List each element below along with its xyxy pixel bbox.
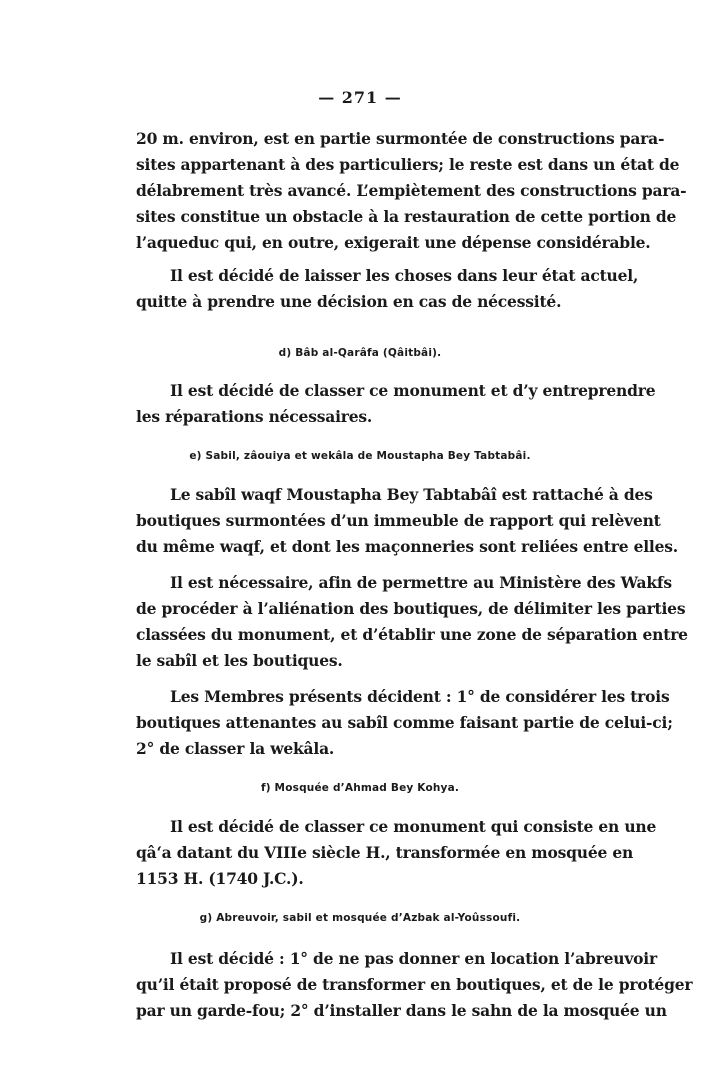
paragraph-line: quitte à prendre une décision en cas de nécessité. [136,292,562,311]
paragraph-line: 2° de classer la wekâla. [136,739,335,758]
paragraph-line: sites constitue un obstacle à la restauration de cette portion de [136,207,677,226]
paragraph-line: les réparations nécessaires. [136,407,373,426]
paragraph-line: Les Membres présents décident : 1° de considérer les trois [170,687,670,706]
paragraph-line: classées du monument, et d’établir une zone de séparation entre [136,625,688,644]
paragraph-line: le sabîl et les boutiques. [136,651,343,670]
paragraph-line: du même waqf, et dont les maçonneries sont reliées entre elles. [136,537,678,556]
paragraph-line: qu’il était proposé de transformer en boutiques, et de le protéger [136,975,693,994]
section-heading: d) Bâb al-Qarâfa (Qâitbâi). [278,347,442,359]
paragraph-line: Il est décidé : 1° de ne pas donner en location l’abreuvoir [170,949,657,968]
paragraph-line: 20 m. environ, est en partie surmontée de constructions para- [136,129,665,148]
paragraph-line: qâ‘a datant du VIIIe siècle H., transformée en mosquée en [136,843,634,862]
paragraph-line: Il est décidé de classer ce monument qui consiste en une [170,817,657,836]
section-heading: e) Sabil, zâouiya et wekâla de Moustapha Bey Tabtabâi. [189,450,531,462]
paragraph-line: l’aqueduc qui, en outre, exigerait une dépense considérable. [136,233,651,252]
paragraph-line: délabrement très avancé. L’empiètement des constructions para- [136,181,687,200]
paragraph-line: Il est décidé de laisser les choses dans leur état actuel, [170,266,639,285]
section-heading: f) Mosquée d’Ahmad Bey Kohya. [260,782,460,794]
paragraph-line: de procéder à l’aliénation des boutiques, de délimiter les parties [136,599,686,618]
paragraph-line: Il est décidé de classer ce monument et d’y entreprendre [170,381,656,400]
paragraph-line: 1153 H. (1740 J.C.). [136,869,304,888]
paragraph-line: Le sabîl waqf Moustapha Bey Tabtabâî est rattaché à des [170,485,653,504]
paragraph-line: Il est nécessaire, afin de permettre au Ministère des Wakfs [170,573,672,592]
paragraph-line: sites appartenant à des particuliers; le reste est dans un état de [136,155,680,174]
section-heading: g) Abreuvoir, sabil et mosquée d’Azbak al-Yoûssoufi. [199,912,521,924]
paragraph-line: boutiques attenantes au sabîl comme faisant partie de celui-ci; [136,713,673,732]
paragraph-line: boutiques surmontées d’un immeuble de rapport qui relèvent [136,511,661,530]
page-number: — 271 — [318,88,402,107]
paragraph-line: par un garde-fou; 2° d’installer dans le sahn de la mosquée un [136,1001,667,1020]
